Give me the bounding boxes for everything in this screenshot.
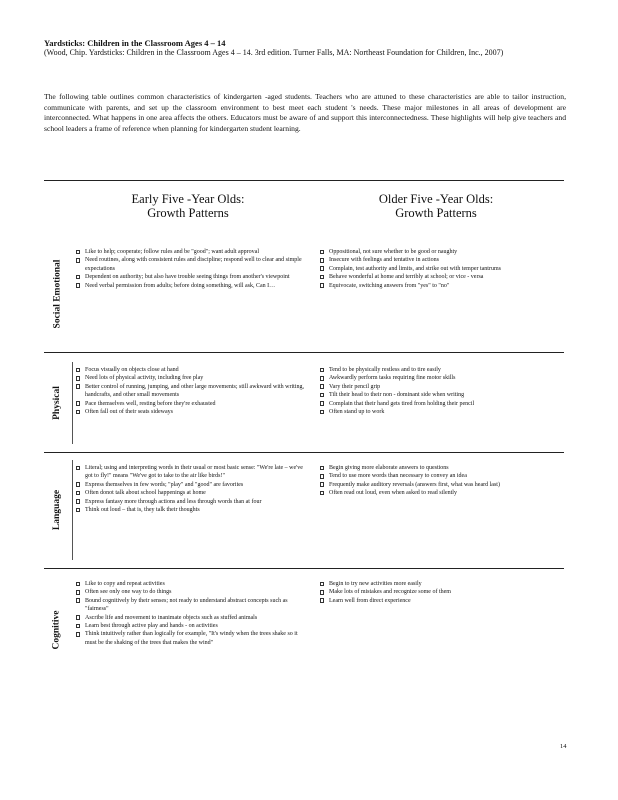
divider-top: [44, 180, 564, 181]
checkbox-icon: [76, 283, 80, 288]
citation-reference: (Wood, Chip. Yardsticks: Children in the Classroom Ages 4 – 14. 3rd edition. Turner Falls, MA: Northeast Foundation for Children, Inc., 2007): [44, 48, 504, 57]
list-item: Often read out loud, even when asked to read silently: [320, 489, 564, 497]
section-label: Language: [52, 489, 62, 531]
divider-language-cognitive: [44, 568, 564, 569]
list-item: Need verbal permission from adults; before doing something, will ask, Can I…: [76, 282, 306, 290]
list-item: Insecure with feelings and tentative in actions: [320, 256, 564, 264]
list-item: Behave wonderful at home and terribly at school; or vice - versa: [320, 273, 564, 281]
divider-physical-language: [44, 452, 564, 453]
checkbox-icon: [76, 368, 80, 373]
checkbox-icon: [320, 590, 324, 595]
section-rule: [72, 460, 73, 560]
checkbox-icon: [320, 258, 324, 263]
list-item: Equivocate, switching answers from "yes" to "no": [320, 282, 564, 290]
column-heading-early-line1: Early Five -Year Olds:: [131, 192, 245, 206]
checkbox-icon: [76, 508, 80, 513]
checkbox-icon: [76, 615, 80, 620]
checkbox-icon: [320, 275, 324, 280]
list-item: Make lots of mistakes and recognize some of them: [320, 588, 564, 596]
checkbox-icon: [320, 283, 324, 288]
divider-social-physical: [44, 352, 564, 353]
list-item: Express themselves in few words; "play" and "good" are favorites: [76, 481, 306, 489]
checkbox-icon: [320, 401, 324, 406]
section-label: Physical: [52, 386, 62, 420]
checkbox-icon: [76, 410, 80, 415]
section-physical: [44, 362, 564, 452]
column-heading-older-line2: Growth Patterns: [395, 206, 477, 220]
checkbox-icon: [76, 590, 80, 595]
section-label: Social Emotional: [52, 259, 63, 329]
list-item: Often donot talk about school happenings at home: [76, 489, 306, 497]
list-item: Oppositional, not sure whether to be good or naughty: [320, 248, 564, 256]
early-list: [76, 580, 306, 647]
checkbox-icon: [320, 598, 324, 603]
list-item: Learn well from direct experience: [320, 597, 564, 605]
checkbox-icon: [320, 393, 324, 398]
checkbox-icon: [320, 491, 324, 496]
column-heading-early: [88, 192, 288, 220]
list-item: Pace themselves well, resting before they're exhausted: [76, 400, 306, 408]
list-item: Need routines, along with consistent rules and discipline; respond well to clear and simple expectations: [76, 256, 306, 273]
checkbox-icon: [320, 466, 324, 471]
list-item: Like to help; cooperate; follow rules and be "good"; want adult approval: [76, 248, 306, 256]
column-heading-older-line1: Older Five -Year Olds:: [378, 192, 494, 206]
checkbox-icon: [76, 376, 80, 381]
checkbox-icon: [76, 258, 80, 263]
section-language: [44, 460, 564, 560]
list-item: Literal; using and interpreting words in their usual or most basic sense: "We're late – we've got to fly!" means "We've got to take to the air like birds!": [76, 464, 306, 481]
list-item: Complain, test authority and limits, and strike out with temper tantrums: [320, 265, 564, 273]
list-item: Often fall out of their seats sideways: [76, 408, 306, 416]
list-item: Tilt their head to their non - dominant side when writing: [320, 391, 564, 399]
checkbox-icon: [320, 384, 324, 389]
early-list: [76, 366, 306, 416]
older-list: [320, 248, 564, 290]
list-item: Express fantasy more through actions and less through words than at four: [76, 498, 306, 506]
checkbox-icon: [76, 401, 80, 406]
checkbox-icon: [320, 266, 324, 271]
citation: [44, 38, 566, 58]
list-item: Better control of running, jumping, and other large movements; still awkward with writing, handcrafts, and other small movements: [76, 383, 306, 400]
older-list: [320, 464, 564, 498]
list-item: Often see only one way to do things: [76, 588, 306, 596]
list-item: Tend to use more words than necessary to convey an idea: [320, 472, 564, 480]
section-cognitive: [44, 576, 564, 686]
checkbox-icon: [320, 474, 324, 479]
list-item: Need lots of physical activity, including free play: [76, 374, 306, 382]
checkbox-icon: [76, 499, 80, 504]
older-list: [320, 366, 564, 416]
list-item: Dependent on authority; but also have trouble seeing things from another's viewpoint: [76, 273, 306, 281]
older-list: [320, 580, 564, 605]
checkbox-icon: [76, 598, 80, 603]
list-item: Like to copy and repeat activities: [76, 580, 306, 588]
checkbox-icon: [76, 624, 80, 629]
list-item: Vary their pencil grip: [320, 383, 564, 391]
column-heading-older: [336, 192, 536, 220]
section-rule: [72, 362, 73, 444]
checkbox-icon: [76, 482, 80, 487]
list-item: Think intuitively rather than logically for example, "It's windy when the trees shake so it must be the shaking of the trees that makes the wind": [76, 630, 306, 647]
checkbox-icon: [320, 368, 324, 373]
list-item: Focus visually on objects close at hand: [76, 366, 306, 374]
section-label: Cognitive: [52, 610, 62, 650]
early-list: [76, 464, 306, 514]
list-item: Often stand up to work: [320, 408, 564, 416]
list-item: Learn best through active play and hands - on activities: [76, 622, 306, 630]
list-item: Begin to try new activities more easily: [320, 580, 564, 588]
intro-paragraph: The following table outlines common characteristics of kindergarten -aged students. Teachers who are attuned to these characteristics are able to tailor instruction, communicate with parents, and set up the classroom environment to best meet each student 's needs. These major milestones in all areas of development are interconnected. What happens in one area affects the others. Educators must be aware of and support this interconnectedness. These highlights will help give teachers and school leaders a frame of reference when planning for kindergarten student learning.: [44, 92, 566, 133]
checkbox-icon: [76, 275, 80, 280]
column-heading-early-line2: Growth Patterns: [147, 206, 229, 220]
checkbox-icon: [76, 250, 80, 255]
checkbox-icon: [320, 376, 324, 381]
checkbox-icon: [320, 482, 324, 487]
checkbox-icon: [320, 250, 324, 255]
list-item: Complain that their hand gets tired from holding their pencil: [320, 400, 564, 408]
list-item: Think out loud – that is, they talk their thoughts: [76, 506, 306, 514]
page-number: 14: [560, 743, 567, 750]
list-item: Bound cognitively by their senses; not ready to understand abstract concepts such as "fairness": [76, 597, 306, 614]
checkbox-icon: [76, 384, 80, 389]
list-item: Begin giving more elaborate answers to questions: [320, 464, 564, 472]
list-item: Tend to be physically restless and to tire easily: [320, 366, 564, 374]
checkbox-icon: [76, 466, 80, 471]
section-social-emotional: [44, 244, 564, 354]
list-item: Awkwardly perform tasks requiring fine motor skills: [320, 374, 564, 382]
list-item: Ascribe life and movement to inanimate objects such as stuffed animals: [76, 614, 306, 622]
checkbox-icon: [76, 582, 80, 587]
checkbox-icon: [76, 491, 80, 496]
checkbox-icon: [76, 632, 80, 637]
list-item: Frequently make auditory reversals (answers first, what was heard last): [320, 481, 564, 489]
citation-title: Yardsticks: Children in the Classroom Ages 4 – 14: [44, 38, 226, 48]
checkbox-icon: [320, 582, 324, 587]
early-list: [76, 248, 306, 290]
checkbox-icon: [320, 410, 324, 415]
